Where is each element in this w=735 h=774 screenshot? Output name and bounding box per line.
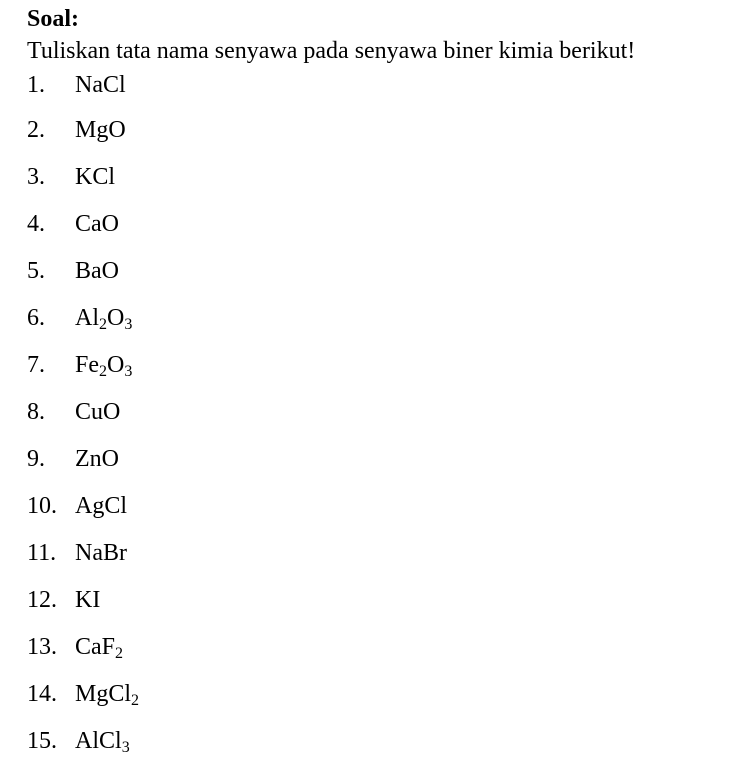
formula-element: Fe	[75, 352, 99, 378]
formula-element: O	[107, 305, 125, 331]
formula-element: KCl	[75, 164, 116, 190]
formula-subscript: 2	[99, 316, 107, 333]
chemical-formula	[75, 351, 132, 379]
formula-element: MgO	[75, 117, 126, 143]
list-item	[27, 398, 727, 445]
chemical-formula	[75, 492, 127, 520]
chemical-formula	[75, 680, 139, 708]
list-item	[27, 116, 727, 163]
list-item	[27, 210, 727, 257]
formula-subscript: 3	[124, 316, 133, 333]
list-item	[27, 586, 727, 633]
chemical-formula	[75, 163, 115, 191]
chemical-formula	[75, 586, 100, 614]
item-number: 2.	[27, 117, 45, 143]
item-number: 9.	[27, 446, 45, 472]
list-item	[27, 492, 727, 539]
chemical-formula	[75, 116, 126, 144]
document-page	[27, 5, 727, 774]
item-number: 4.	[27, 211, 45, 237]
item-number: 11.	[27, 540, 57, 566]
formula-element: AlCl	[75, 728, 122, 754]
formula-element: AgCl	[75, 493, 128, 519]
list-item	[27, 680, 727, 727]
item-number: 8.	[27, 399, 45, 425]
chemical-formula	[75, 257, 119, 285]
formula-subscript: 2	[131, 692, 140, 709]
item-number: 15.	[27, 728, 57, 754]
formula-element: MgCl	[75, 681, 132, 707]
formula-subscript: 2	[99, 363, 107, 380]
item-number: 12.	[27, 587, 57, 613]
formula-element: Al	[75, 305, 99, 331]
chemical-formula	[75, 304, 132, 332]
formula-element: O	[107, 352, 125, 378]
formula-list	[27, 71, 727, 774]
formula-element: CaF	[75, 634, 116, 660]
formula-element: NaBr	[75, 540, 127, 566]
chemical-formula	[75, 71, 126, 99]
question-instruction: Tuliskan tata nama senyawa pada senyawa biner kimia berikut!	[27, 38, 636, 64]
chemical-formula	[75, 210, 119, 238]
list-item	[27, 633, 727, 680]
formula-element: CuO	[75, 399, 121, 425]
list-item	[27, 304, 727, 351]
list-item	[27, 163, 727, 210]
item-number: 5.	[27, 258, 45, 284]
formula-subscript: 3	[121, 739, 130, 756]
list-item	[27, 539, 727, 586]
question-heading: Soal:	[27, 6, 80, 32]
item-number: 6.	[27, 305, 45, 331]
formula-element: ZnO	[75, 446, 119, 472]
chemical-formula	[75, 539, 127, 567]
item-number: 7.	[27, 352, 45, 378]
formula-subscript: 3	[124, 363, 133, 380]
list-item	[27, 727, 727, 774]
chemical-formula	[75, 727, 130, 755]
item-number: 14.	[27, 681, 57, 707]
list-item	[27, 257, 727, 304]
formula-subscript: 2	[115, 645, 124, 662]
item-number: 10.	[27, 493, 57, 519]
chemical-formula	[75, 633, 123, 661]
list-item	[27, 71, 727, 116]
formula-element: BaO	[75, 258, 119, 284]
list-item	[27, 351, 727, 398]
chemical-formula	[75, 398, 120, 426]
chemical-formula	[75, 445, 119, 473]
item-number: 3.	[27, 164, 45, 190]
formula-element: NaCl	[75, 72, 126, 98]
item-number: 13.	[27, 634, 57, 660]
formula-element: CaO	[75, 211, 119, 237]
list-item	[27, 445, 727, 492]
item-number: 1.	[27, 72, 45, 98]
formula-element: KI	[75, 587, 101, 613]
